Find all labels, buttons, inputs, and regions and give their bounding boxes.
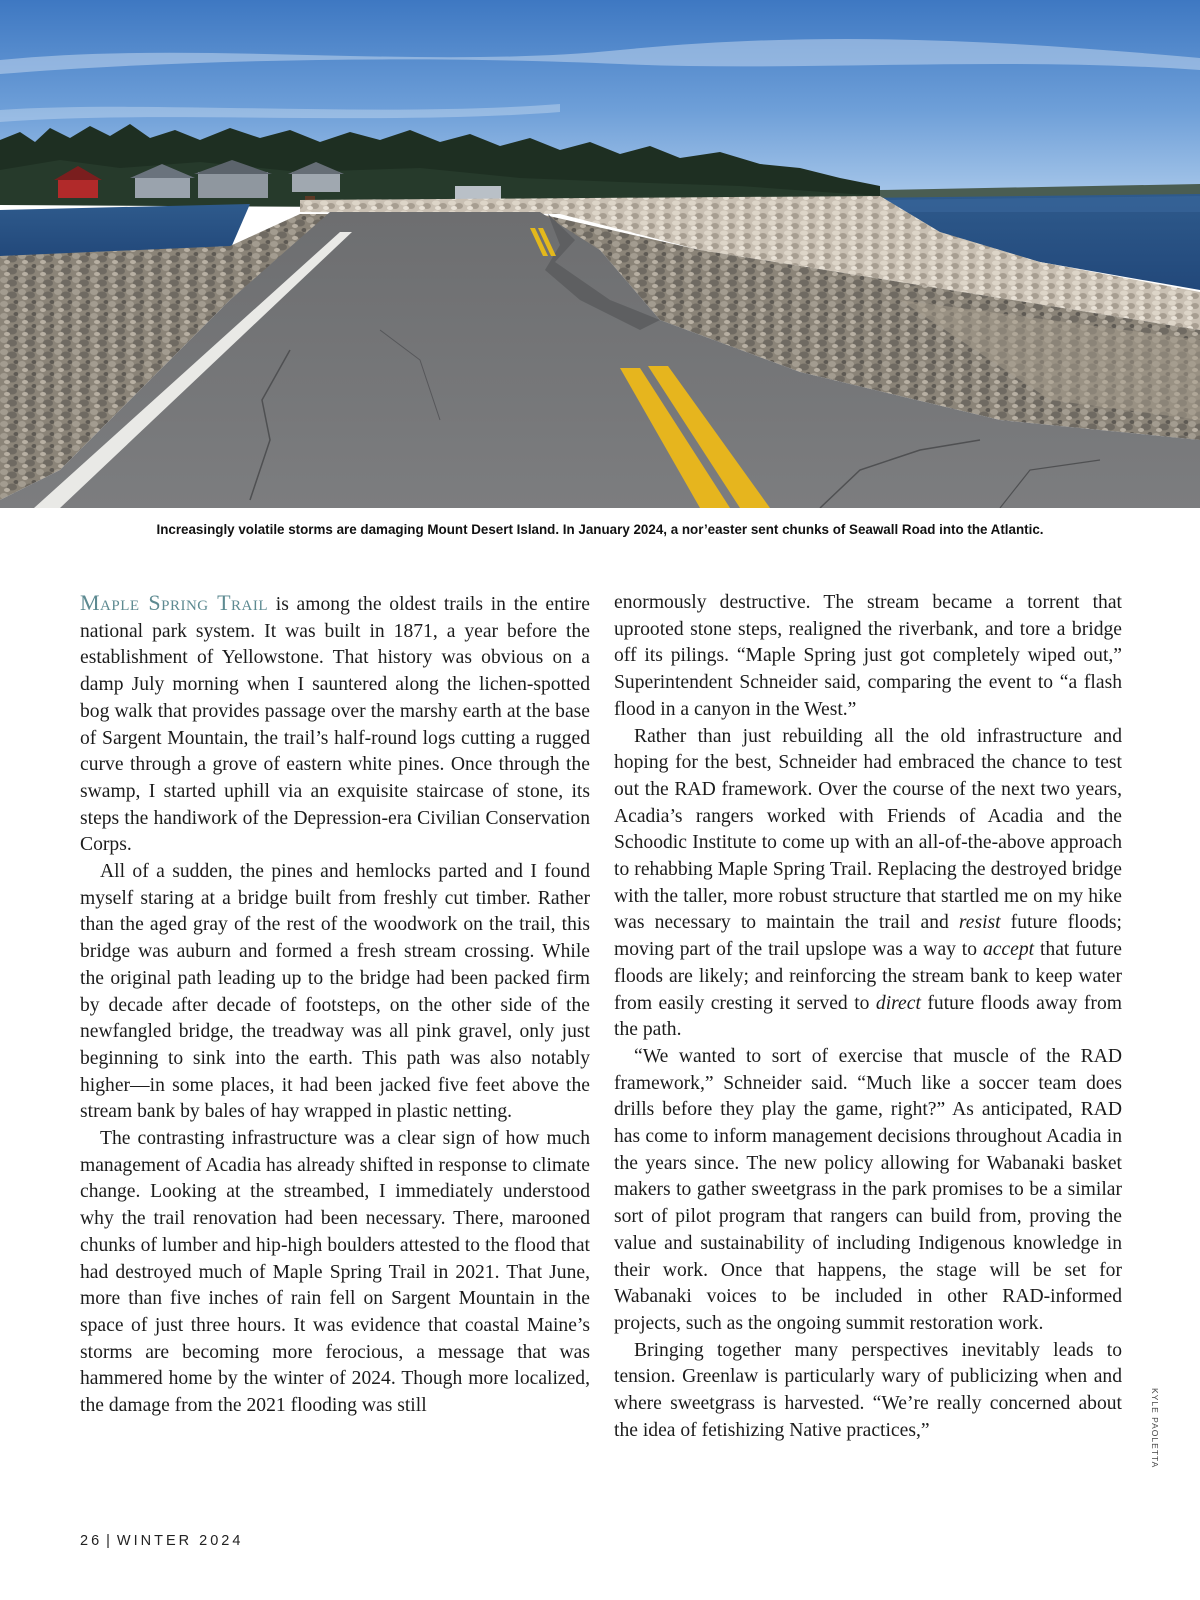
folio-separator: | bbox=[106, 1533, 113, 1549]
issue-label: WINTER 2024 bbox=[116, 1533, 244, 1549]
road-photo-illustration bbox=[0, 0, 1200, 508]
page-folio bbox=[80, 1533, 243, 1549]
page-number: 26 bbox=[80, 1533, 103, 1549]
emphasis-accept: accept bbox=[982, 939, 1035, 961]
article-paragraph: “We wanted to sort of exercise that muscle of the RAD framework,” Schneider said. “Much like a soccer team does drills before they play the game, right?” As anticipated, RAD has come to inform management decisions throughout Acadia in the years since. The new policy allowing for Wabanaki basket makers to gather sweetgrass in the park promises to be a similar sort of pilot program that rangers can build from, proving the value and sustainability of including Indigenous knowledge in their work. Once that happens, the stage will be set for Wabanaki voices to be included in other RAD-informed projects, such as the ongoing summit restoration work. bbox=[614, 1045, 1122, 1334]
article-paragraph: enormously destructive. The stream became a torrent that uprooted stone steps, realigned the riverbank, and tore a bridge off its pilings. “Maple Spring just got completely wiped out,” Superintendent Schneider said, comparing the event to “a flash flood in a canyon in the West.” bbox=[614, 592, 1122, 720]
emphasis-resist: resist bbox=[958, 912, 1001, 934]
article-paragraph: Bringing together many perspectives inevitably leads to tension. Greenlaw is particularly wary of publicizing when and where sweetgrass is harvested. “We’re really concerned about the idea of fetishizing Native practices,” bbox=[614, 1339, 1122, 1441]
article-paragraph: The contrasting infrastructure was a clear sign of how much management of Acadia has already shifted in response to climate change. Looking at the streambed, I immediately understood why the trail renovation had been necessary. There, marooned chunks of lumber and hip-high boulders attested to the flood that had destroyed much of Maple Spring Trail in 2021. That June, more than five inches of rain fell on Sargent Mountain in the space of just three hours. It was evidence that coastal Maine’s storms are becoming more ferocious, a message that was hammered home by the winter of 2024. Though more localized, the damage from the 2021 flooding was still bbox=[80, 1128, 590, 1417]
article-paragraph bbox=[80, 590, 590, 859]
hero-photo bbox=[0, 0, 1200, 508]
paragraph-text: that future floods are likely; and reinforcing the stream bank to keep water from easily cresting it served to bbox=[614, 939, 1122, 1014]
paragraph-text: Rather than just rebuilding all the old infrastructure and hoping for the best, Schneider had embraced the chance to test out the RAD framework. Over the course of the next two years, Acadia’s rangers worked with Friends of Acadia and the Schoodic Institute to come up with an all-of-the-above approach to rehabbing Maple Spring Trail. Replacing the destroyed bridge with the taller, more robust structure that startled me on my hike was necessary to maintain the trail and bbox=[614, 725, 1122, 934]
photo-caption: Increasingly volatile storms are damaging Mount Desert Island. In January 2024, a nor’easter sent chunks of Seawall Road into the Atlantic. bbox=[156, 522, 1044, 537]
paragraph-text: future floods; moving part of the trail upslope was a way to bbox=[614, 912, 1122, 961]
emphasis-direct: direct bbox=[875, 992, 921, 1014]
article-column-left bbox=[80, 590, 590, 1420]
lead-in-smallcaps: Maple Spring Trail bbox=[80, 590, 269, 615]
article-column-right bbox=[614, 590, 1122, 1445]
article-paragraph: All of a sudden, the pines and hemlocks parted and I found myself staring at a bridge built from freshly cut timber. Rather than the aged gray of the rest of the woodwork on the trail, this bridge was auburn and formed a fresh stream crossing. While the original path leading up to the bridge had been packed firm by decade after decade of footsteps, on the other side of the newfangled bridge, the treadway was all pink gravel, only just beginning to sink into the earth. This path was also notably higher—in some places, it had been jacked five feet above the stream bank by bales of hay wrapped in plastic netting. bbox=[80, 861, 590, 1123]
photo-credit: KYLE PAOLETTA bbox=[1150, 1388, 1160, 1469]
article-paragraph bbox=[614, 724, 1122, 1044]
paragraph-text: future floods away from the path. bbox=[614, 992, 1122, 1041]
paragraph-text: is among the oldest trails in the entire national park system. It was built in 1871, a year before the establishment of Yellowstone. That history was obvious on a damp July morning when I sauntered along the lichen-spotted bog walk that provides passage over the marshy earth at the base of Sargent Mountain, the trail’s half-round logs cutting a rugged curve through a grove of eastern white pines. Once through the swamp, I started uphill via an exquisite staircase of stone, its steps the handiwork of the Depression-era Civilian Conservation Corps. bbox=[80, 594, 590, 856]
